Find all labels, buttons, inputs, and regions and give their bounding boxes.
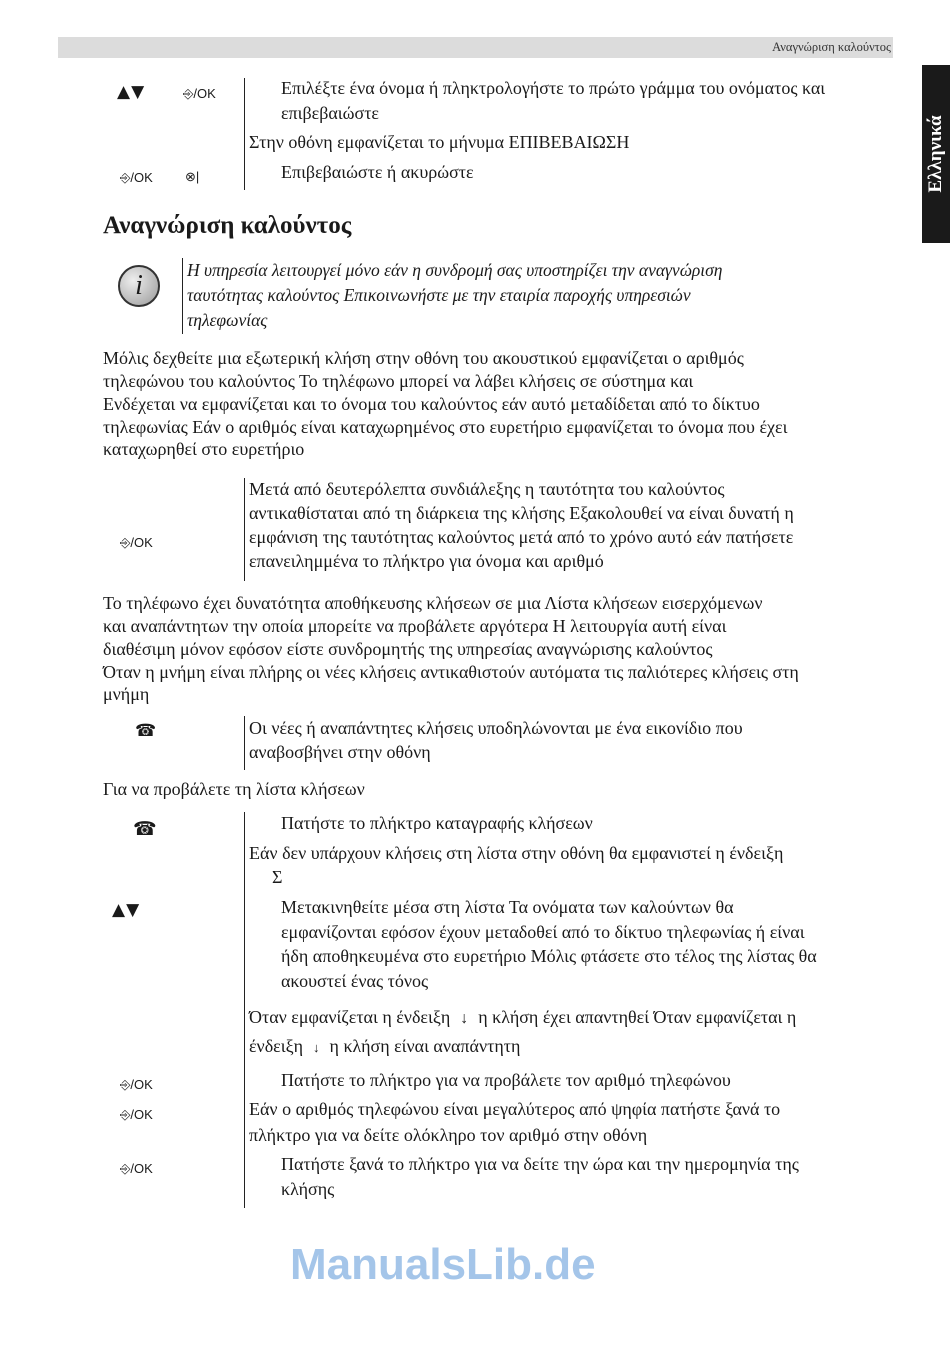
ok-key-icon: ⎆/OK: [120, 170, 153, 185]
instruction-line: κλήσης: [281, 1179, 335, 1199]
paragraph-line: Μόλις δεχθείτε μια εξωτερική κλήση στην οθόνη του ακουστικού εμφανίζεται ο αριθμός: [103, 348, 744, 368]
ok-key-icon: ⎆/OK: [120, 535, 153, 550]
watermark: ManualsLib.de: [290, 1240, 596, 1289]
paragraph-line: τηλεφωνίας Εάν ο αριθμός είναι καταχωρημένος στο ευρετήριο εμφανίζεται το όνομα που έχει: [103, 417, 788, 437]
instruction-line: Εάν δεν υπάρχουν κλήσεις στη λίστα στην οθόνη θα εμφανιστεί η ένδειξη: [249, 843, 784, 863]
divider: [244, 78, 245, 190]
display-text: Σ: [272, 867, 283, 887]
instruction-line: Μετά από δευτερόλεπτα συνδιάλεξης η ταυτότητα του καλούντος: [249, 479, 725, 499]
paragraph-line: Όταν η μνήμη είναι πλήρης οι νέες κλήσεις αντικαθιστούν αυτόματα τις παλιότερες κλήσεις στη: [103, 662, 799, 682]
paragraph-line: μνήμη: [103, 684, 150, 704]
up-down-arrows-icon: ▲▼: [117, 82, 146, 102]
instruction-text: η κλήση έχει απαντηθεί Όταν εμφανίζεται η: [478, 1007, 797, 1027]
instruction-line: Πατήστε το πλήκτρο καταγραφής κλήσεων: [281, 813, 593, 833]
instruction-line: αναβοσβήνει στην οθόνη: [249, 742, 431, 762]
instruction-line: ακουστεί ένας τόνος: [281, 971, 429, 991]
instruction-line: Πατήστε το πλήκτρο για να προβάλετε τον αριθμό τηλεφώνου: [281, 1070, 731, 1090]
instruction-line: επιβεβαιώστε: [281, 103, 379, 123]
instruction-line: Στην οθόνη εμφανίζεται το μήνυμα ΕΠΙΒΕΒΑΙΩΣΗ: [249, 132, 630, 152]
divider: [244, 812, 245, 1208]
note-line: ταυτότητας καλούντος Επικοινωνήστε με την εταιρία παροχής υπηρεσιών: [187, 285, 691, 305]
instruction-line: Μετακινηθείτε μέσα στη λίστα Τα ονόματα των καλούντων θα: [281, 897, 734, 917]
missed-indicator-line: [249, 1035, 520, 1059]
paragraph-line: Το τηλέφωνο έχει δυνατότητα αποθήκευσης κλήσεων σε μια Λίστα κλήσεων εισερχόμενων: [103, 593, 763, 613]
up-down-arrows-icon: ▲▼: [112, 900, 141, 920]
running-header: [58, 37, 893, 58]
paragraph-line: Ενδέχεται να εμφανίζεται και το όνομα του καλούντος εάν αυτό μεταδίδεται από το δίκτυο: [103, 394, 760, 414]
note-line: τηλεφωνίας: [187, 310, 268, 330]
divider: [182, 258, 183, 334]
instruction-line: επανειλημμένα το πλήκτρο για όνομα και αριθμό: [249, 551, 604, 571]
paragraph-line: τηλεφώνου του καλούντος Το τηλέφωνο μπορεί να λάβει κλήσεις σε σύστημα και: [103, 371, 694, 391]
paragraph-line: Για να προβάλετε τη λίστα κλήσεων: [103, 779, 365, 799]
language-tab-label: Ελληνικά: [925, 115, 946, 193]
paragraph-line: διαθέσιμη μόνον εφόσον είστε συνδρομητής της υπηρεσίας αναγνώρισης καλούντος: [103, 639, 713, 659]
instruction-line: πλήκτρο για να δείτε ολόκληρο τον αριθμό στην οθόνη: [249, 1125, 648, 1145]
missed-call-icon: ↓: [313, 1040, 320, 1055]
section-title: Αναγνώριση καλούντος: [103, 212, 352, 239]
instruction-line: Επιβεβαιώστε ή ακυρώστε: [281, 162, 474, 182]
instruction-line: αντικαθίσταται από τη διάρκεια της κλήσης Εξακολουθεί να είναι δυνατή η: [249, 503, 794, 523]
instruction-text: ένδειξη: [249, 1036, 304, 1056]
instruction-line: Επιλέξτε ένα όνομα ή πληκτρολογήστε το πρώτο γράμμα του ονόματος και: [281, 78, 826, 98]
note-line: Η υπηρεσία λειτουργεί μόνο εάν η συνδρομή σας υποστηρίζει την αναγνώριση: [187, 260, 723, 280]
instruction-text: η κλήση είναι αναπάντητη: [329, 1036, 521, 1056]
ok-key-icon: ⎆/OK: [120, 1161, 153, 1176]
instruction-line: Εάν ο αριθμός τηλεφώνου είναι μεγαλύτερος από ψηφία πατήστε ξανά το: [249, 1099, 781, 1119]
cancel-key-icon: ⊗|: [185, 169, 200, 184]
instruction-line: εμφάνιση της ταυτότητας καλούντος μετά από το χρόνο αυτό εάν πατήσετε: [249, 527, 794, 547]
phone-icon: ☎: [135, 721, 157, 740]
answered-indicator-line: [249, 1006, 796, 1030]
divider: [244, 478, 245, 581]
paragraph-line: καταχωρηθεί στο ευρετήριο: [103, 439, 305, 459]
phone-icon: ☎: [133, 819, 157, 840]
answered-call-icon: ↓: [460, 1010, 469, 1027]
instruction-line: Πατήστε ξανά το πλήκτρο για να δείτε την ώρα και την ημερομηνία της: [281, 1154, 799, 1174]
info-icon: i: [118, 265, 160, 307]
language-tab: [922, 65, 950, 243]
instruction-line: ήδη αποθηκευμένα στο ευρετήριο Μόλις φτάσετε στο τέλος της λίστας θα: [281, 946, 817, 966]
instruction-text: Όταν εμφανίζεται η ένδειξη: [249, 1007, 451, 1027]
paragraph-line: και αναπάντητων την οποία μπορείτε να προβάλετε αργότερα Η λειτουργία αυτή είναι: [103, 616, 727, 636]
ok-key-icon: ⎆/OK: [120, 1077, 153, 1092]
divider: [244, 716, 245, 770]
ok-key-icon: ⎆/OK: [183, 86, 216, 101]
instruction-line: Οι νέες ή αναπάντητες κλήσεις υποδηλώνονται με ένα εικονίδιο που: [249, 718, 743, 738]
ok-key-icon: ⎆/OK: [120, 1107, 153, 1122]
instruction-line: εμφανίζονται εφόσον έχουν μεταδοθεί από το δίκτυο τηλεφωνίας ή είναι: [281, 922, 805, 942]
header-title: Αναγνώριση καλούντος: [772, 40, 891, 54]
